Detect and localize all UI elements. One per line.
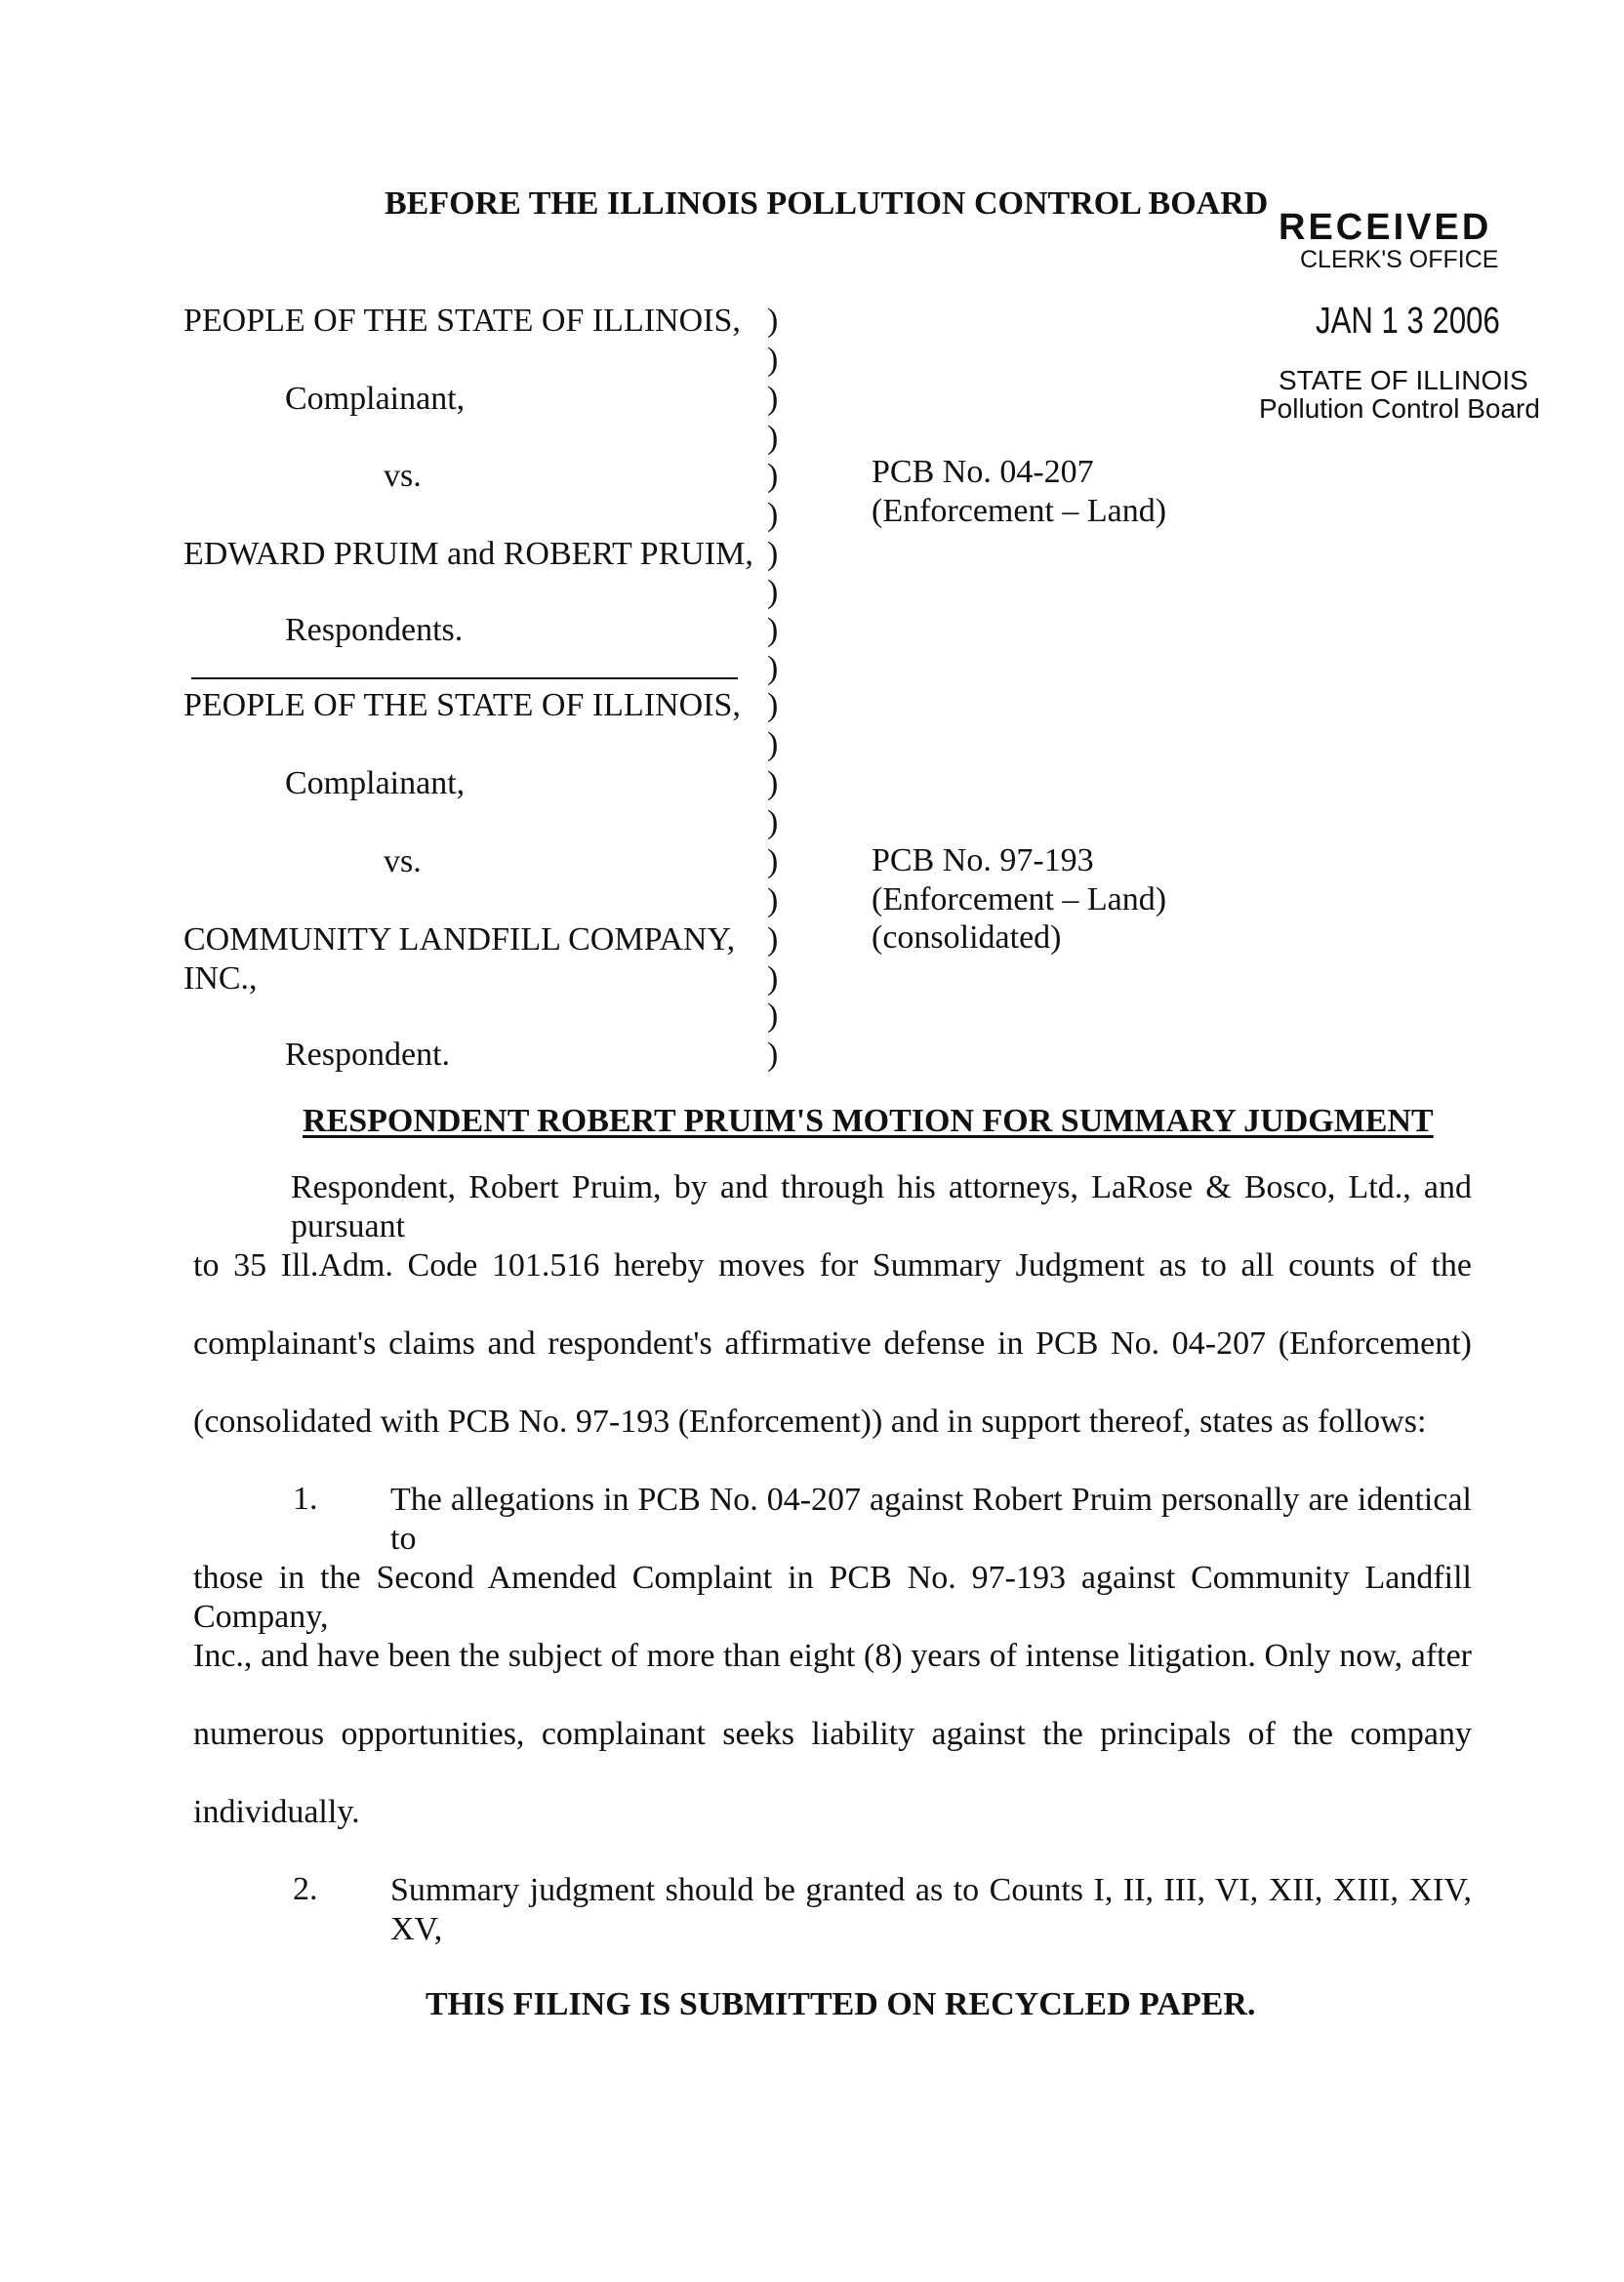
paren: ) [767,303,779,339]
paren: ) [767,843,779,879]
intro-line: to 35 Ill.Adm. Code 101.516 hereby moves for Summary Judgment as to all counts of the [193,1247,1472,1284]
stamp-date: JAN 1 3 2006 [1316,301,1500,342]
case-type: (Enforcement – Land) [872,881,1167,917]
paren: ) [767,650,779,686]
paren: ) [767,726,779,762]
intro-line: Respondent, Robert Pruim, by and through his attorneys, LaRose & Bosco, Ltd., and pursuant [291,1169,1472,1244]
item-1-line: those in the Second Amended Complaint in PCB No. 97-193 against Community Landfill Company, [193,1560,1472,1635]
paren: ) [767,497,779,533]
paren: ) [767,921,779,958]
caption-divider [191,677,738,679]
item-1-paragraph [193,1481,1472,1871]
intro-line: (consolidated with PCB No. 97-193 (Enforcement)) and in support thereof, states as follows: [193,1404,1427,1440]
motion-title: RESPONDENT ROBERT PRUIM'S MOTION FOR SUMMARY JUDGMENT [303,1103,1434,1139]
paren: ) [767,536,779,572]
complainant-role: Complainant, [285,381,466,417]
respondent-name-line2: INC., [183,960,258,997]
document-title: BEFORE THE ILLINOIS POLLUTION CONTROL BOARD [385,185,1269,222]
versus: vs. [384,458,422,494]
complainant-name: PEOPLE OF THE STATE OF ILLINOIS, [183,687,741,723]
paren: ) [767,574,779,610]
item-2-paragraph [193,1871,1472,1949]
item-1-line: individually. [193,1794,360,1830]
paren: ) [767,420,779,456]
item-1-line: The allegations in PCB No. 04-207 against Robert Pruim personally are identical to [390,1482,1472,1557]
item-2-line: Summary judgment should be granted as to Counts I, II, III, VI, XII, XIII, XIV, XV, [390,1872,1472,1947]
paren: ) [767,612,779,648]
recycled-paper-notice: THIS FILING IS SUBMITTED ON RECYCLED PAPER. [426,1986,1256,2022]
respondent-role: Respondents. [285,612,464,648]
paren: ) [767,804,779,840]
paren: ) [767,342,779,378]
stamp-office: CLERK'S OFFICE [1300,246,1499,273]
intro-line: complainant's claims and respondent's affirmative defense in PCB No. 04-207 (Enforcement) [193,1325,1472,1362]
case-note: (consolidated) [872,919,1062,956]
respondent-name: EDWARD PRUIM and ROBERT PRUIM, [183,536,753,572]
paren: ) [767,765,779,801]
paren: ) [767,687,779,723]
respondent-name-line1: COMMUNITY LANDFILL COMPANY, [183,921,736,958]
paren: ) [767,882,779,918]
paren: ) [767,381,779,417]
stamp-board: Pollution Control Board [1259,393,1540,424]
case-number: PCB No. 97-193 [872,842,1094,878]
case-type: (Enforcement – Land) [872,493,1167,529]
complainant-name: PEOPLE OF THE STATE OF ILLINOIS, [183,303,741,339]
case-number: PCB No. 04-207 [872,454,1094,490]
intro-paragraph [193,1168,1472,1481]
item-1-line: Inc., and have been the subject of more than eight (8) years of intense litigation. Only now, after [193,1638,1472,1674]
respondent-role: Respondent. [285,1037,451,1073]
paren: ) [767,998,779,1034]
stamp-received: RECEIVED [1279,207,1492,248]
paren: ) [767,1037,779,1073]
caption-parentheses [767,0,787,1074]
complainant-role: Complainant, [285,765,466,801]
versus: vs. [384,843,422,879]
item-1-number: 1. [293,1481,318,1517]
paren: ) [767,458,779,494]
item-1-line: numerous opportunities, complainant seeks liability against the principals of the company [193,1716,1472,1752]
stamp-state: STATE OF ILLINOIS [1279,365,1528,395]
paren: ) [767,960,779,997]
item-2-number: 2. [293,1871,318,1907]
